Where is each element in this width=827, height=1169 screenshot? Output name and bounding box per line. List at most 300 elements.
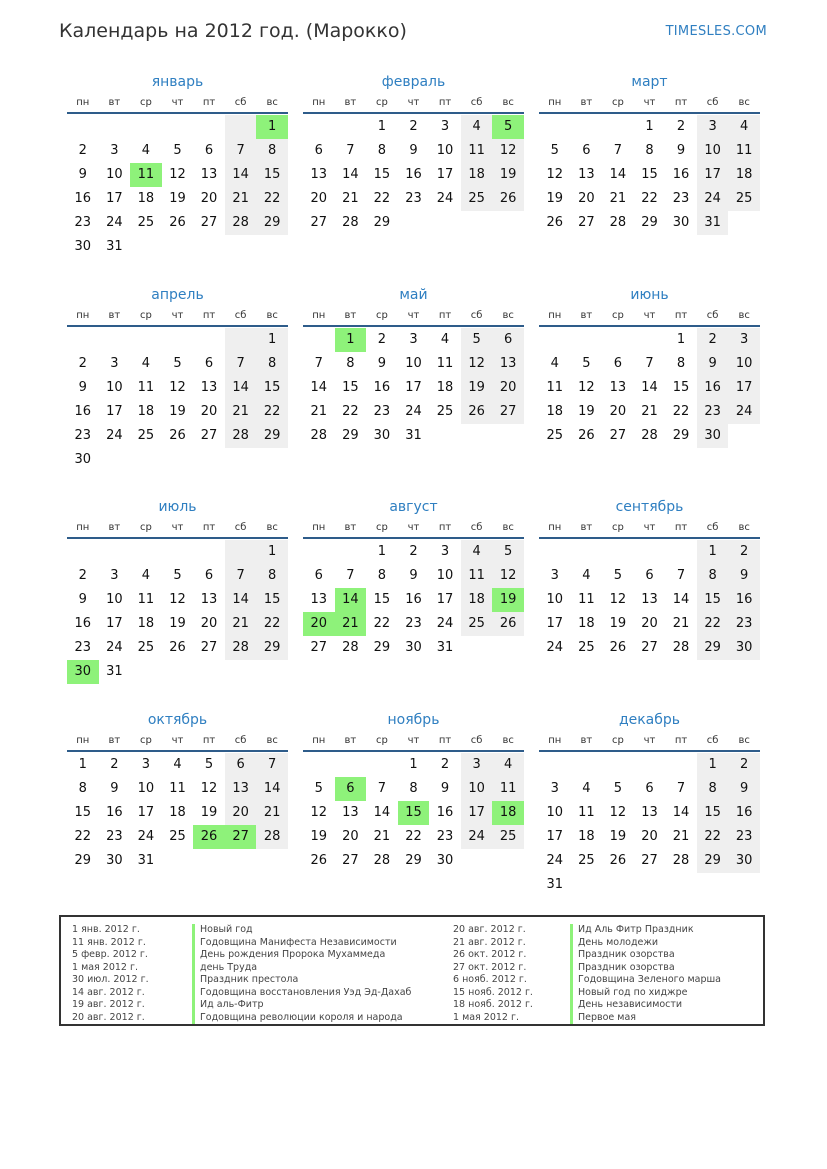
day-cell: 21 (335, 612, 367, 636)
day-cell: 4 (582, 781, 591, 796)
day-cell: 21 (641, 404, 658, 419)
empty-cell (602, 873, 634, 897)
weekday-label: вт (108, 97, 121, 108)
day-cell: 11 (130, 163, 162, 187)
day-cell: 11 (578, 592, 595, 607)
day-cell: 7 (225, 564, 257, 588)
day-cell: 6 (645, 781, 654, 796)
day-cell: 24 (436, 191, 454, 206)
empty-cell (461, 211, 493, 235)
day-cell: 15 (697, 801, 729, 825)
empty-cell (571, 115, 603, 139)
legend-entry: Годовщина революции короля и народа (192, 1012, 411, 1025)
day-cell: 16 (405, 167, 422, 182)
empty-cell (602, 115, 634, 139)
day-cell: 23 (697, 400, 729, 424)
empty-cell (162, 115, 194, 139)
day-cell: 18 (492, 801, 524, 825)
day-cell: 5 (314, 781, 323, 796)
day-cell: 3 (550, 781, 559, 796)
day-cell: 26 (169, 215, 186, 230)
weekday-label: пн (312, 522, 326, 533)
day-cell: 20 (609, 404, 627, 419)
day-cell: 16 (106, 805, 123, 820)
weekday-header (303, 519, 524, 539)
day-cell: 1 (676, 332, 686, 347)
day-cell: 10 (106, 167, 123, 182)
day-cell: 5 (492, 115, 524, 139)
day-cell: 4 (440, 332, 450, 347)
weekday-header (303, 732, 524, 752)
weekday-label: ср (375, 522, 388, 533)
legend-entry: Новый год (192, 924, 411, 937)
weekday-label: чт (171, 310, 184, 321)
day-cell: 11 (578, 805, 595, 820)
weekday-label: чт (643, 97, 656, 108)
day-cell: 18 (461, 588, 493, 612)
weekday-label: чт (171, 735, 184, 746)
day-cell: 2 (728, 540, 760, 564)
day-cell: 17 (436, 167, 454, 182)
day-cell: 29 (697, 636, 729, 660)
month-name: июнь (630, 287, 669, 303)
weekday-label: пт (202, 522, 216, 533)
legend-names-left (192, 924, 411, 1024)
day-cell: 10 (697, 139, 729, 163)
site-link[interactable]: TIMESLES.COM (665, 24, 767, 39)
legend-entry: 21 авг. 2012 г. (453, 936, 526, 948)
weekday-header (539, 519, 760, 539)
day-cell: 22 (342, 404, 359, 419)
empty-cell (571, 753, 603, 777)
weekday-label: пт (674, 97, 688, 108)
empty-cell (303, 540, 335, 564)
day-cell: 22 (373, 616, 391, 631)
empty-cell (539, 753, 571, 777)
day-cell: 13 (200, 592, 218, 607)
empty-cell (303, 328, 335, 352)
day-cell: 1 (377, 119, 387, 134)
legend-entry: Праздник озорства (570, 962, 721, 975)
day-cell: 30 (74, 239, 92, 254)
empty-cell (99, 448, 131, 472)
weekday-label: пн (548, 735, 562, 746)
day-cell: 23 (74, 640, 92, 655)
weekday-label: пт (674, 735, 688, 746)
empty-cell (665, 753, 697, 777)
day-cell: 9 (728, 564, 760, 588)
day-cell: 31 (405, 428, 422, 443)
day-cell: 6 (335, 777, 367, 801)
day-cell: 18 (546, 404, 564, 419)
day-cell: 15 (697, 588, 729, 612)
day-cell: 13 (641, 592, 658, 607)
day-cell: 5 (492, 540, 524, 564)
empty-cell (99, 540, 131, 564)
day-cell: 28 (672, 853, 690, 868)
day-cell: 22 (405, 829, 422, 844)
day-cell: 30 (67, 660, 99, 684)
day-cell: 12 (609, 592, 627, 607)
day-cell: 30 (74, 452, 92, 467)
day-cell: 15 (373, 167, 391, 182)
day-cell: 29 (672, 428, 690, 443)
month-1 (67, 72, 288, 259)
day-cell: 9 (78, 380, 87, 395)
day-cell: 23 (74, 215, 92, 230)
day-cell: 30 (728, 636, 760, 660)
day-cell: 7 (256, 753, 288, 777)
day-cell: 25 (492, 825, 524, 849)
day-cell: 13 (310, 592, 328, 607)
day-cell: 3 (409, 332, 418, 347)
day-cell: 10 (461, 777, 493, 801)
day-cell: 30 (373, 428, 391, 443)
weekday-label: сб (706, 97, 719, 108)
day-cell: 14 (373, 805, 391, 820)
month-2 (303, 72, 524, 235)
day-cell: 13 (641, 805, 658, 820)
day-cell: 22 (256, 612, 288, 636)
empty-cell (225, 235, 257, 259)
day-cell: 23 (373, 404, 391, 419)
day-cell: 9 (377, 356, 387, 371)
day-cell: 30 (672, 215, 690, 230)
day-cell: 28 (225, 636, 257, 660)
day-cell: 1 (409, 757, 418, 772)
day-cell: 15 (342, 380, 359, 395)
empty-cell (429, 211, 461, 235)
weekday-label: чт (643, 310, 656, 321)
empty-cell (130, 115, 162, 139)
day-cell: 21 (672, 829, 690, 844)
day-cell: 4 (492, 753, 524, 777)
weekday-label: пн (312, 735, 326, 746)
weekday-label: пн (312, 97, 326, 108)
empty-cell (193, 849, 225, 873)
day-cell: 16 (728, 801, 760, 825)
day-cell: 19 (609, 616, 627, 631)
weekday-label: ср (139, 310, 152, 321)
day-cell: 8 (256, 139, 288, 163)
empty-cell (193, 115, 225, 139)
day-cell: 16 (728, 588, 760, 612)
empty-cell (67, 328, 99, 352)
empty-cell (728, 211, 760, 235)
weekday-label: пт (202, 310, 216, 321)
month-11 (303, 710, 524, 873)
day-cell: 7 (377, 781, 387, 796)
empty-cell (162, 540, 194, 564)
day-cell: 7 (676, 568, 686, 583)
empty-cell (225, 328, 257, 352)
weekday-label: пт (202, 735, 216, 746)
day-cell: 3 (461, 753, 493, 777)
day-cell: 18 (137, 616, 155, 631)
day-cell: 5 (613, 781, 623, 796)
day-cell: 11 (728, 139, 760, 163)
day-cell: 18 (137, 404, 155, 419)
day-cell: 23 (405, 191, 422, 206)
day-cell: 7 (346, 143, 355, 158)
empty-cell (335, 753, 367, 777)
month-name: январь (151, 74, 204, 90)
weekday-label: пт (438, 735, 452, 746)
empty-cell (99, 328, 131, 352)
day-cell: 26 (169, 640, 186, 655)
day-cell: 1 (78, 757, 87, 772)
weekday-header (67, 94, 288, 114)
day-cell: 17 (461, 801, 493, 825)
weekday-label: вс (738, 735, 750, 746)
empty-cell (130, 235, 162, 259)
day-cell: 29 (74, 853, 92, 868)
weekday-header (303, 94, 524, 114)
day-cell: 16 (373, 380, 391, 395)
day-cell: 9 (409, 143, 418, 158)
weekday-label: чт (407, 310, 420, 321)
day-cell: 17 (546, 616, 564, 631)
day-cell: 9 (728, 777, 760, 801)
day-cell: 1 (256, 540, 288, 564)
day-cell: 14 (225, 163, 257, 187)
legend-entry: Новый год по хиджре (570, 987, 721, 1000)
day-cell: 22 (373, 191, 391, 206)
day-cell: 14 (609, 167, 627, 182)
day-cell: 20 (578, 191, 595, 206)
day-cell: 21 (225, 612, 257, 636)
day-cell: 19 (492, 163, 524, 187)
day-cell: 17 (106, 191, 123, 206)
day-cell: 25 (436, 404, 454, 419)
day-cell: 28 (672, 640, 690, 655)
weekday-label: пн (76, 97, 90, 108)
day-cell: 3 (440, 119, 450, 134)
day-cell: 7 (225, 139, 257, 163)
day-cell: 20 (310, 191, 328, 206)
day-cell: 30 (106, 853, 123, 868)
day-cell: 13 (200, 380, 218, 395)
empty-cell (634, 328, 666, 352)
weekday-label: вт (580, 310, 593, 321)
empty-cell (665, 540, 697, 564)
day-cell: 6 (204, 143, 214, 158)
empty-cell (335, 115, 367, 139)
weekday-label: сб (706, 522, 719, 533)
day-cell: 25 (137, 640, 155, 655)
day-cell: 2 (409, 119, 418, 134)
empty-cell (130, 660, 162, 684)
empty-cell (162, 849, 194, 873)
day-cell: 11 (461, 139, 493, 163)
day-grid (539, 753, 760, 897)
day-cell: 5 (204, 757, 214, 772)
day-cell: 4 (728, 115, 760, 139)
day-cell: 5 (461, 328, 493, 352)
empty-cell (225, 540, 257, 564)
day-cell: 28 (342, 640, 359, 655)
day-cell: 30 (728, 849, 760, 873)
day-cell: 9 (697, 352, 729, 376)
day-cell: 7 (645, 356, 654, 371)
day-cell: 4 (461, 540, 493, 564)
day-cell: 14 (335, 588, 367, 612)
day-cell: 10 (728, 352, 760, 376)
day-cell: 7 (676, 781, 686, 796)
day-cell: 31 (697, 211, 729, 235)
legend-entry: 19 авг. 2012 г. (72, 999, 145, 1010)
legend-entry: 1 янв. 2012 г. (72, 924, 140, 935)
day-cell: 21 (373, 829, 391, 844)
weekday-label: вс (266, 735, 278, 746)
empty-cell (634, 753, 666, 777)
day-cell: 16 (672, 167, 690, 182)
legend-entry: 20 авг. 2012 г. (453, 924, 526, 935)
day-cell: 20 (200, 191, 218, 206)
day-cell: 31 (106, 664, 123, 679)
day-cell: 13 (578, 167, 595, 182)
legend-entry: Годовщина Манифеста Независимости (192, 937, 411, 950)
day-cell: 29 (405, 853, 422, 868)
day-cell: 16 (405, 592, 422, 607)
day-cell: 10 (546, 805, 564, 820)
legend-entry: Ид Аль Фитр Праздник (570, 924, 721, 937)
day-cell: 8 (409, 781, 418, 796)
day-cell: 12 (461, 352, 493, 376)
day-grid (539, 328, 760, 448)
day-cell: 1 (377, 544, 387, 559)
day-cell: 15 (672, 380, 690, 395)
empty-cell (99, 115, 131, 139)
weekday-label: чт (407, 97, 420, 108)
weekday-label: вс (738, 522, 750, 533)
day-cell: 8 (377, 568, 387, 583)
weekday-label: чт (407, 522, 420, 533)
weekday-header (67, 732, 288, 752)
weekday-label: пт (438, 310, 452, 321)
month-3 (539, 72, 760, 235)
day-cell: 15 (641, 167, 658, 182)
day-cell: 19 (169, 191, 186, 206)
day-cell: 3 (550, 568, 559, 583)
weekday-label: вс (502, 97, 514, 108)
day-cell: 26 (492, 612, 524, 636)
day-cell: 28 (373, 853, 391, 868)
day-cell: 7 (346, 568, 355, 583)
day-cell: 8 (78, 781, 87, 796)
day-cell: 8 (697, 777, 729, 801)
month-name: август (389, 499, 438, 515)
weekday-header (539, 307, 760, 327)
day-cell: 31 (137, 853, 155, 868)
day-cell: 1 (335, 328, 367, 352)
month-name: сентябрь (615, 499, 684, 515)
day-cell: 14 (225, 588, 257, 612)
day-cell: 22 (256, 400, 288, 424)
weekday-label: ср (611, 310, 624, 321)
empty-cell (571, 540, 603, 564)
empty-cell (303, 115, 335, 139)
day-cell: 21 (225, 187, 257, 211)
day-cell: 11 (137, 380, 155, 395)
weekday-label: ср (611, 735, 624, 746)
day-cell: 25 (461, 612, 493, 636)
day-cell: 10 (106, 380, 123, 395)
weekday-label: ср (375, 97, 388, 108)
day-cell: 27 (609, 428, 627, 443)
day-cell: 9 (676, 143, 686, 158)
empty-cell (461, 424, 493, 448)
day-cell: 19 (578, 404, 595, 419)
weekday-label: ср (139, 97, 152, 108)
day-cell: 3 (141, 757, 151, 772)
day-cell: 3 (110, 568, 119, 583)
day-cell: 30 (436, 853, 454, 868)
day-cell: 15 (74, 805, 92, 820)
weekday-label: чт (643, 735, 656, 746)
empty-cell (634, 873, 666, 897)
day-cell: 29 (256, 211, 288, 235)
day-cell: 14 (672, 805, 690, 820)
empty-cell (697, 873, 729, 897)
day-cell: 26 (546, 215, 564, 230)
weekday-label: пн (76, 735, 90, 746)
weekday-label: ср (611, 97, 624, 108)
month-name: март (631, 74, 668, 90)
weekday-label: сб (234, 735, 247, 746)
day-cell: 2 (440, 757, 450, 772)
day-cell: 16 (74, 191, 92, 206)
day-cell: 15 (256, 588, 288, 612)
day-cell: 2 (110, 757, 119, 772)
day-cell: 19 (169, 404, 186, 419)
day-cell: 20 (200, 404, 218, 419)
month-name: июль (158, 499, 197, 515)
day-cell: 8 (377, 143, 387, 158)
empty-cell (492, 636, 524, 660)
weekday-label: сб (470, 310, 483, 321)
day-cell: 28 (256, 825, 288, 849)
day-cell: 17 (728, 376, 760, 400)
empty-cell (539, 328, 571, 352)
day-cell: 24 (546, 640, 564, 655)
empty-cell (225, 448, 257, 472)
day-cell: 8 (676, 356, 686, 371)
day-grid (67, 753, 288, 873)
empty-cell (634, 540, 666, 564)
day-cell: 24 (436, 616, 454, 631)
day-cell: 6 (613, 356, 623, 371)
day-cell: 6 (492, 328, 524, 352)
weekday-label: вт (344, 735, 357, 746)
day-cell: 17 (106, 616, 123, 631)
day-cell: 15 (398, 801, 430, 825)
day-grid (67, 115, 288, 259)
day-cell: 1 (256, 328, 288, 352)
empty-cell (130, 328, 162, 352)
day-cell: 6 (204, 356, 214, 371)
legend-entry: День независимости (570, 999, 721, 1012)
day-cell: 25 (728, 187, 760, 211)
month-name: май (399, 287, 428, 303)
empty-cell (303, 753, 335, 777)
empty-cell (492, 424, 524, 448)
day-cell: 31 (436, 640, 454, 655)
weekday-label: ср (139, 735, 152, 746)
day-cell: 1 (256, 115, 288, 139)
day-grid (303, 115, 524, 235)
day-cell: 24 (728, 400, 760, 424)
